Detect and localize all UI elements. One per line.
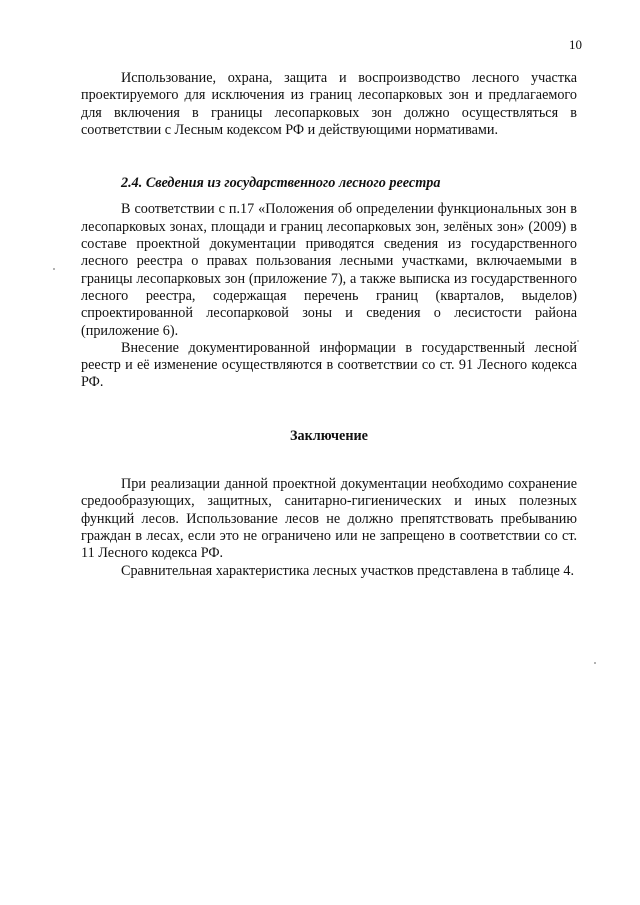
- spacer: [81, 139, 577, 175]
- paragraph-registry-changes: Внесение документированной информации в государственный лесной реестр и её изменение осуществляются в соответствии со ст. 91 Лесного кодекса РФ.: [81, 339, 577, 391]
- paragraph-table-reference: Сравнительная характеристика лесных участков представлена в таблице 4.: [121, 562, 575, 579]
- page-content: [81, 70, 577, 580]
- paragraph-forest-use: Использование, охрана, защита и воспроизводство лесного участка проектируемого для исключения из границ лесопарковых зон и предлагаемого для включения в границы лесопарковых зон должно осуществляться в соответствии с Лесным кодексом РФ и действующими нормативами.: [81, 70, 577, 138]
- paragraph-conclusion: При реализации данной проектной документации необходимо сохранение средообразующих, защитных, санитарно-гигиенических и иных полезных функций лесов. Использование лесов не должно препятствовать пребыванию граждан в лесах, если это не ограничено или не запрещено в соответствии со ст. 11 Лесного кодекса РФ.: [81, 476, 577, 562]
- scan-speck: [594, 662, 596, 664]
- conclusion-heading: Заключение: [290, 427, 368, 444]
- page-number: 10: [569, 37, 582, 52]
- spacer: [81, 392, 577, 428]
- spacer: [81, 445, 577, 476]
- paragraph-registry-info: В соответствии с п.17 «Положения об определении функциональных зон в лесопарковых зонах, площади и границ лесопарковых зон, зелёных зон» (2009) в составе проектной документации приводятся сведения из государственного лесного реестра о правах пользования лесными участками, включаемыми в границы лесопарковых зон (приложение 7), а также выписка из государственного лесного реестра, содержащая перечень границ (кварталов, выделов) спроектированной лесопарковой зоны и сведения о лесистости района (приложение 6).: [81, 201, 577, 339]
- scan-speck: [53, 268, 55, 270]
- scan-speck: [577, 340, 579, 342]
- section-heading-forest-registry: 2.4. Сведения из государственного лесного реестра: [121, 175, 441, 192]
- spacer: [81, 192, 577, 201]
